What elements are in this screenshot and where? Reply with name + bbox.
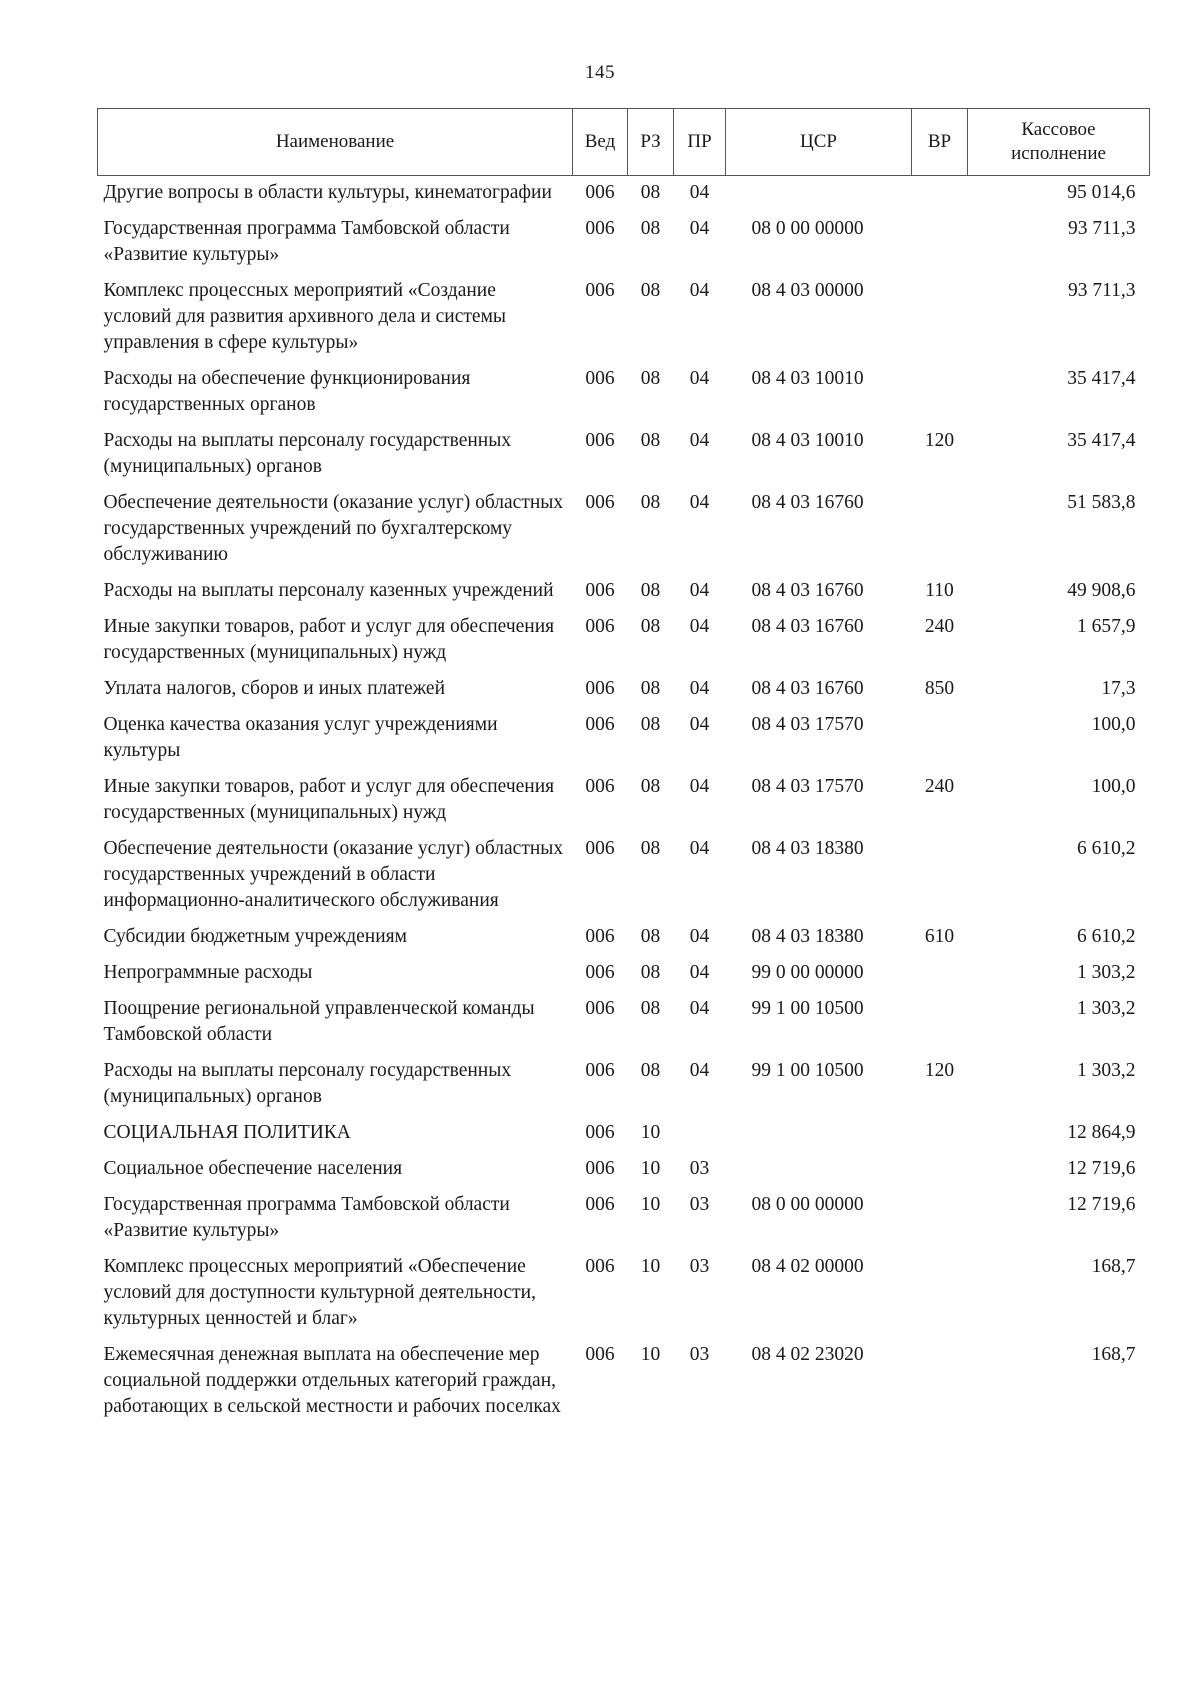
cell-ved: 006 [585,368,615,389]
table-row [98,992,1150,1054]
cell-sum: 93 711,3 [1067,280,1136,301]
cell-pr: 04 [689,926,710,947]
cell-ved: 006 [585,714,615,735]
cell-csr: 08 4 02 23020 [751,1344,864,1365]
cell-vr [912,362,968,424]
cell-vr [912,212,968,274]
cell-vr [912,274,968,362]
table-row [98,574,1150,610]
cell-csr: 08 4 03 00000 [751,280,864,301]
table-row [98,770,1150,832]
header-ved: Вед [573,109,628,176]
table-row [98,672,1150,708]
cell-rz: 08 [640,838,661,859]
cell-sum: 1 303,2 [1077,1060,1136,1081]
cell-pr: 04 [689,776,710,797]
cell-rz: 08 [640,714,661,735]
cell-vr [912,1338,968,1426]
cell-sum: 6 610,2 [1077,926,1136,947]
cell-sum: 12 719,6 [1067,1194,1136,1215]
cell-name: Комплекс процессных мероприятий «Создание условий для развития архивного дела и системы управления в сфере культуры» [103,280,507,353]
cell-pr: 04 [689,714,710,735]
cell-vr [912,832,968,920]
cell-ved: 006 [585,998,615,1019]
cell-pr: 03 [689,1344,710,1365]
table-row [98,424,1150,486]
cell-ved: 006 [585,1194,615,1215]
cell-vr: 240 [924,776,955,797]
table-row [98,610,1150,672]
cell-ved: 006 [585,1122,615,1143]
cell-csr: 08 4 02 00000 [751,1256,864,1277]
budget-table [97,108,1150,1426]
cell-rz: 08 [640,580,661,601]
cell-rz: 08 [640,368,661,389]
cell-rz: 10 [640,1122,661,1143]
cell-pr: 03 [689,1194,710,1215]
cell-pr: 03 [689,1158,710,1179]
cell-sum: 168,7 [1091,1256,1136,1277]
table-row [98,486,1150,574]
cell-sum: 95 014,6 [1067,182,1136,203]
cell-vr: 850 [924,678,955,699]
header-pr: ПР [674,109,726,176]
cell-ved: 006 [585,1256,615,1277]
cell-csr: 08 4 03 16760 [751,492,864,513]
table-row [98,1054,1150,1116]
cell-sum: 17,3 [1101,678,1136,699]
cell-vr [912,486,968,574]
cell-name: Оценка качества оказания услуг учреждениями культуры [103,714,498,761]
cell-rz: 10 [640,1344,661,1365]
cell-ved: 006 [585,838,615,859]
cell-sum: 51 583,8 [1067,492,1136,513]
cell-sum: 12 719,6 [1067,1158,1136,1179]
cell-name: Обеспечение деятельности (оказание услуг) областных государственных учреждений в области информационно-аналитического обслуживания [103,838,564,911]
cell-pr: 04 [689,430,710,451]
cell-csr: 99 0 00 00000 [751,962,864,983]
table-row [98,1250,1150,1338]
cell-rz: 08 [640,1060,661,1081]
cell-ved: 006 [585,1060,615,1081]
table-row [98,1338,1150,1426]
cell-rz: 08 [640,616,661,637]
cell-csr: 99 1 00 10500 [751,998,864,1019]
table-row [98,1116,1150,1152]
cell-ved: 006 [585,430,615,451]
cell-sum: 168,7 [1091,1344,1136,1365]
cell-name: Непрограммные расходы [103,962,313,983]
cell-csr: 08 4 03 17570 [751,776,864,797]
table-row [98,1188,1150,1250]
header-csr: ЦСР [726,109,912,176]
cell-csr: 08 4 03 18380 [751,926,864,947]
cell-vr [912,956,968,992]
table-row [98,956,1150,992]
cell-pr: 04 [689,678,710,699]
header-vr: ВР [912,109,968,176]
cell-name: Расходы на выплаты персоналу государственных (муниципальных) органов [103,1060,512,1107]
cell-vr: 120 [924,430,955,451]
cell-rz: 08 [640,998,661,1019]
cell-pr: 04 [689,492,710,513]
cell-csr [726,1116,912,1152]
cell-rz: 10 [640,1158,661,1179]
cell-rz: 08 [640,280,661,301]
cell-sum: 12 864,9 [1067,1122,1136,1143]
cell-vr: 610 [924,926,955,947]
cell-sum: 1 657,9 [1077,616,1136,637]
cell-vr [912,1152,968,1188]
cell-rz: 08 [640,678,661,699]
cell-rz: 08 [640,182,661,203]
cell-name: Иные закупки товаров, работ и услуг для обеспечения государственных (муниципальных) нужд [103,776,555,823]
cell-sum: 6 610,2 [1077,838,1136,859]
cell-ved: 006 [585,926,615,947]
cell-pr: 04 [689,616,710,637]
cell-pr: 04 [689,998,710,1019]
cell-name: Обеспечение деятельности (оказание услуг) областных государственных учреждений по бухгалтерскому обслуживанию [103,492,564,565]
cell-sum: 100,0 [1091,776,1136,797]
cell-vr: 110 [925,580,954,601]
cell-name: Расходы на обеспечение функционирования государственных органов [103,368,471,415]
table-body [98,176,1150,1427]
cell-pr: 04 [689,838,710,859]
cell-pr: 04 [689,962,710,983]
cell-name: Иные закупки товаров, работ и услуг для обеспечения государственных (муниципальных) нужд [103,616,555,663]
cell-vr [912,992,968,1054]
page-number: 145 [585,62,615,83]
table-row [98,920,1150,956]
cell-csr: 08 4 03 10010 [751,430,864,451]
cell-csr: 08 4 03 16760 [751,678,864,699]
cell-pr: 04 [689,280,710,301]
cell-sum: 1 303,2 [1077,998,1136,1019]
cell-pr: 04 [689,580,710,601]
cell-rz: 08 [640,776,661,797]
cell-vr: 240 [924,616,955,637]
cell-name: Субсидии бюджетным учреждениям [103,926,407,947]
cell-csr [726,176,912,213]
cell-csr: 08 4 03 16760 [751,580,864,601]
cell-ved: 006 [585,678,615,699]
cell-ved: 006 [585,776,615,797]
cell-pr: 04 [689,182,710,203]
cell-vr [912,176,968,213]
cell-vr [912,708,968,770]
cell-name: Расходы на выплаты персоналу казенных учреждений [103,580,554,601]
cell-rz: 08 [640,492,661,513]
cell-rz: 10 [640,1256,661,1277]
cell-rz: 08 [640,218,661,239]
cell-name: Государственная программа Тамбовской области «Развитие культуры» [103,1194,510,1241]
header-name: Наименование [98,109,573,176]
cell-ved: 006 [585,1158,615,1179]
header-sum: Кассовое исполнение [968,109,1150,176]
header-rz: РЗ [628,109,674,176]
cell-sum: 1 303,2 [1077,962,1136,983]
cell-ved: 006 [585,616,615,637]
cell-vr [912,1250,968,1338]
table-row [98,176,1150,213]
cell-sum: 100,0 [1091,714,1136,735]
cell-pr: 03 [689,1256,710,1277]
cell-name: Другие вопросы в области культуры, кинематографии [103,182,552,203]
cell-rz: 08 [640,926,661,947]
table-header [98,109,1150,176]
cell-csr: 08 0 00 00000 [751,218,864,239]
cell-name: Социальное обеспечение населения [103,1158,403,1179]
cell-ved: 006 [585,492,615,513]
cell-csr: 08 4 03 17570 [751,714,864,735]
cell-csr [726,1152,912,1188]
cell-pr: 04 [689,218,710,239]
cell-name: Уплата налогов, сборов и иных платежей [103,678,446,699]
cell-pr: 04 [689,368,710,389]
cell-rz: 08 [640,430,661,451]
table-row [98,274,1150,362]
cell-csr: 08 4 03 18380 [751,838,864,859]
cell-vr [912,1188,968,1250]
cell-ved: 006 [585,218,615,239]
cell-rz: 08 [640,962,661,983]
cell-sum: 35 417,4 [1067,368,1136,389]
cell-vr [912,1116,968,1152]
cell-rz: 10 [640,1194,661,1215]
cell-ved: 006 [585,580,615,601]
cell-ved: 006 [585,280,615,301]
cell-sum: 49 908,6 [1067,580,1136,601]
table-row [98,832,1150,920]
cell-csr: 08 4 03 16760 [751,616,864,637]
cell-pr [674,1116,726,1152]
cell-name: Ежемесячная денежная выплата на обеспечение мер социальной поддержки отдельных категорий граждан, работающих в сельской местности и рабочих поселках [103,1344,561,1417]
cell-sum: 93 711,3 [1067,218,1136,239]
cell-ved: 006 [585,1344,615,1365]
cell-ved: 006 [585,962,615,983]
cell-pr: 04 [689,1060,710,1081]
cell-name: Государственная программа Тамбовской области «Развитие культуры» [103,218,510,265]
cell-name: Поощрение региональной управленческой команды Тамбовской области [103,998,535,1045]
cell-name: СОЦИАЛЬНАЯ ПОЛИТИКА [103,1122,351,1143]
cell-ved: 006 [585,182,615,203]
cell-csr: 08 0 00 00000 [751,1194,864,1215]
cell-sum: 35 417,4 [1067,430,1136,451]
table-row [98,708,1150,770]
cell-name: Комплекс процессных мероприятий «Обеспечение условий для доступности культурной деятельности, культурных ценностей и благ» [103,1256,536,1329]
cell-csr: 99 1 00 10500 [751,1060,864,1081]
cell-vr: 120 [924,1060,955,1081]
cell-csr: 08 4 03 10010 [751,368,864,389]
table-row [98,1152,1150,1188]
table-row [98,212,1150,274]
cell-name: Расходы на выплаты персоналу государственных (муниципальных) органов [103,430,512,477]
table-row [98,362,1150,424]
